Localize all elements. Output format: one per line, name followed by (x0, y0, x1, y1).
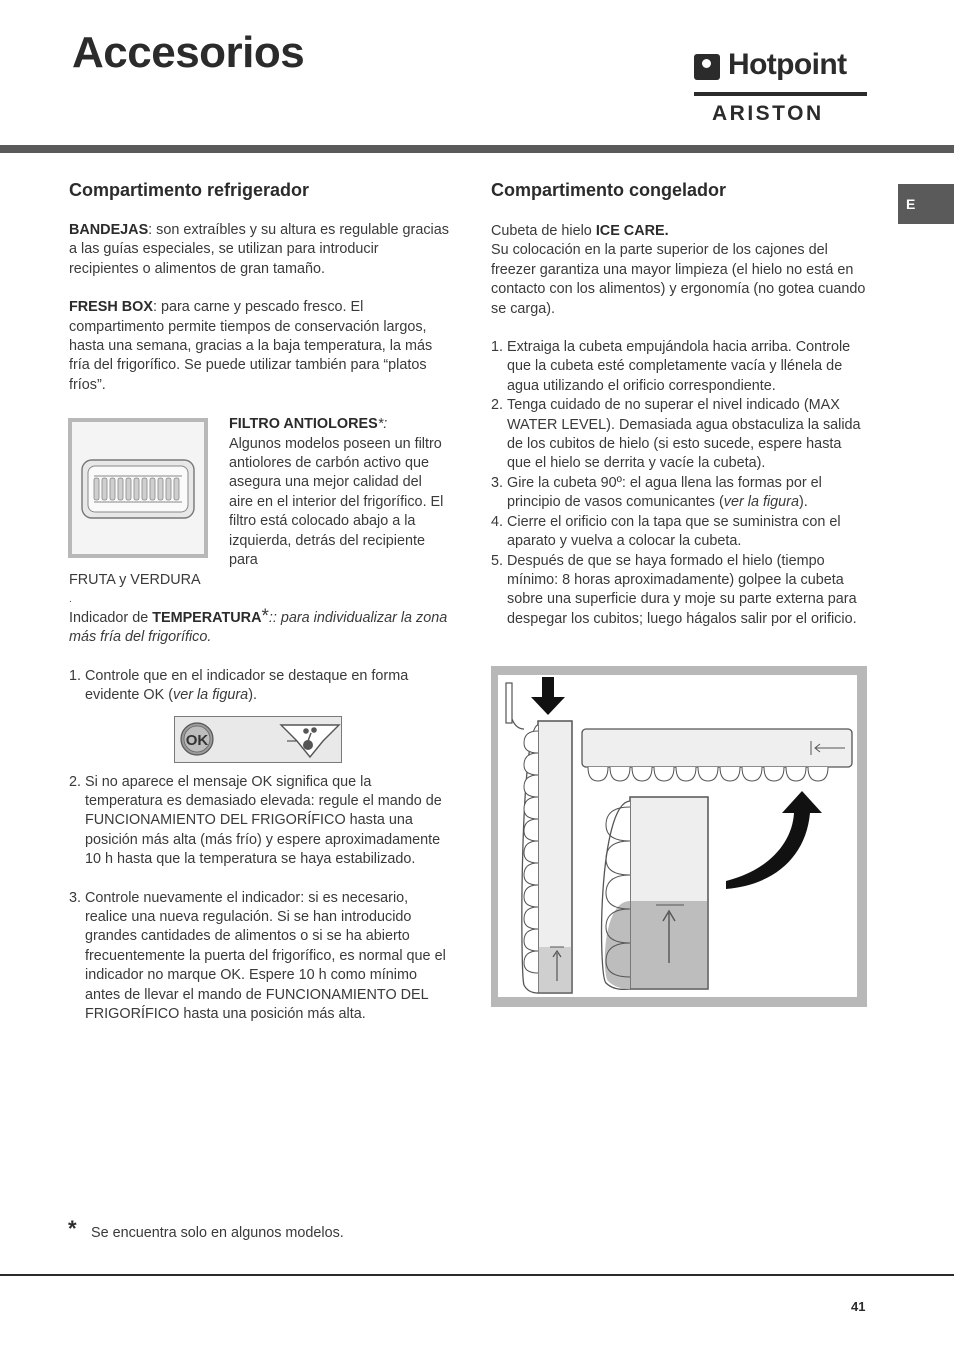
indicator-graphic (175, 717, 341, 762)
page-number: 41 (851, 1299, 866, 1314)
ok-label: OK (185, 732, 209, 749)
header-rule (0, 145, 954, 153)
step-number: 4. (491, 513, 504, 530)
filter-tail: FRUTA y VERDURA (69, 571, 201, 588)
brand-subname: ARISTON (712, 102, 824, 125)
ice-step-2 (491, 396, 869, 474)
step-text: Controle nuevamente el indicador: si es necesario, realice una nueva regulación. Si se han introducido grandes cantidades de alimentos o si se ha abierto frecuentemente la puerta del frigorífico, es normal que el indicador no marque OK. Espere 10 h como mínimo antes de llevar el mando de FUNCIONAMIENTO DEL FRIGORÍFICO hasta una posición más alta. (85, 889, 446, 1022)
step-text: Extraiga la cubeta empujándola hacia arriba. Controle que la cubeta esté completamente vacía y llénela de agua utilizando el orificio correspondiente. (507, 339, 851, 394)
push-down-arrow-icon (531, 677, 565, 715)
brand-name: Hotpoint (728, 48, 847, 81)
step-text: Después de que se haya formado el hielo (tiempo mínimo: 8 horas aproximadamente) golpee la cubeta sobre una superficie dura y moje su parte externa para despegar los cubitos; luego hágalos salir por el orificio. (507, 552, 857, 627)
hotpoint-logo-icon (694, 54, 720, 80)
ice-care-steps (491, 338, 869, 629)
bandejas-term: BANDEJAS (69, 222, 149, 238)
step-number: 2. (491, 397, 504, 414)
rotate-arrow-icon (726, 791, 822, 889)
filter-paragraph (229, 415, 449, 570)
bandejas-paragraph (69, 221, 449, 279)
step-number: 3. (491, 474, 504, 491)
page-title: Accesorios (72, 28, 305, 77)
freshbox-term: FRESH BOX (69, 299, 153, 316)
filter-term: FILTRO ANTIOLORES (229, 416, 378, 433)
ice-tray-illustration (491, 666, 867, 1007)
step-number: 5. (491, 552, 504, 569)
step-italic: ver la figura (173, 687, 249, 704)
intro-pre: Cubeta de hielo (491, 223, 596, 239)
indicator-term: TEMPERATURA (152, 609, 262, 626)
indicator-text: :: para individualizar la zona más fría del frigorífico. (69, 609, 448, 646)
step-text: Tenga cuidado de no superar el nivel indicado (MAX WATER LEVEL). Demasiada agua obstaculiza la salida de los cubitos de hielo (si esto sucede, espere hasta que el hielo se derrita y vacíe la cubeta). (507, 397, 861, 472)
intro-text: Su colocación en la parte superior de los cajones del freezer garantiza una mayor limpieza (el hielo no está en contacto con los alimentos) y ergonomía (no gotea cuando se carga). (491, 242, 866, 317)
filter-text: Algunos modelos poseen un filtro antiolores de carbón activo que asegura una mejor calidad del aire en el interior del frigorífico. El filtro está colocado abajo a la izquierda, detrás del recipiente para (229, 435, 444, 569)
indicator-star: * (261, 605, 269, 627)
step-italic: ver la figura (723, 494, 799, 511)
brand-logo (694, 48, 869, 130)
step-text: Si no aparece el mensaje OK significa que la temperatura es demasiado elevada: regule el mando de FUNCIONAMIENTO DEL FRIGORÍFICO hasta una posición más alta (más frío) y espere aproximadamente 10 h hasta que la temperatura se haya estabilizado. (85, 773, 442, 868)
filter-tail-dot: . (69, 593, 72, 605)
language-tab-label: E (906, 196, 916, 212)
intro-term: ICE CARE. (595, 223, 669, 239)
filter-star: *: (377, 416, 388, 433)
indicator-pre: Indicador de (69, 609, 153, 626)
vertical-ice-tray (522, 721, 572, 993)
step-text: Gire la cubeta 90º: el agua llena las formas por el principio de vasos comunicantes ( (507, 474, 822, 511)
step-number: 1. (69, 667, 82, 684)
logo-divider (694, 92, 867, 96)
ice-step-3 (491, 474, 869, 513)
indicator-step-3 (69, 889, 449, 1025)
indicator-paragraph (69, 605, 449, 648)
language-tab (898, 184, 954, 224)
tilted-ice-tray (602, 797, 708, 989)
freshbox-paragraph (69, 298, 449, 395)
ice-step-5 (491, 552, 869, 630)
ice-care-intro (491, 222, 871, 319)
footnote-text: Se encuentra solo en algunos modelos. (91, 1225, 344, 1241)
freezer-section (491, 180, 871, 629)
step-number: 3. (69, 889, 82, 906)
ice-step-1 (491, 338, 869, 396)
step-number: 2. (69, 773, 82, 790)
step-text: Cierre el orificio con la tapa que se suministra con el aparato y vuelva a colocar la cubeta. (507, 513, 841, 550)
odor-filter-illustration (68, 418, 208, 558)
step-end: ). (248, 687, 257, 704)
odor-filter-icon (72, 422, 204, 554)
indicator-step-1 (69, 667, 449, 706)
refrigerator-section (69, 180, 449, 1024)
ice-step-4 (491, 513, 869, 552)
footer-rule (0, 1274, 954, 1276)
step-text: Controle que en el indicador se destaque en forma evidente OK ( (85, 667, 409, 704)
bandejas-text: : son extraíbles y su altura es regulable gracias a las guías especiales, se utilizan para introducir recipientes o alimentos de gran tamaño. (69, 222, 449, 277)
footnote-star: * (68, 1216, 77, 1241)
horizontal-ice-tray (582, 729, 852, 781)
temperature-indicator-illustration (174, 716, 342, 763)
freezer-heading: Compartimento congelador (491, 180, 727, 200)
indicator-step-2 (69, 773, 449, 870)
refrigerator-heading: Compartimento refrigerador (69, 180, 310, 200)
step-number: 1. (491, 339, 504, 356)
ice-tray-diagram (498, 675, 857, 997)
freshbox-text: : para carne y pescado fresco. El compartimento permite tiempos de conservación largos, hasta una semana, gracias a la baja temperatura, la más fría del frigorífico. Se puede utilizar también para “platos fríos”. (69, 299, 433, 393)
step-end: ). (798, 494, 808, 511)
